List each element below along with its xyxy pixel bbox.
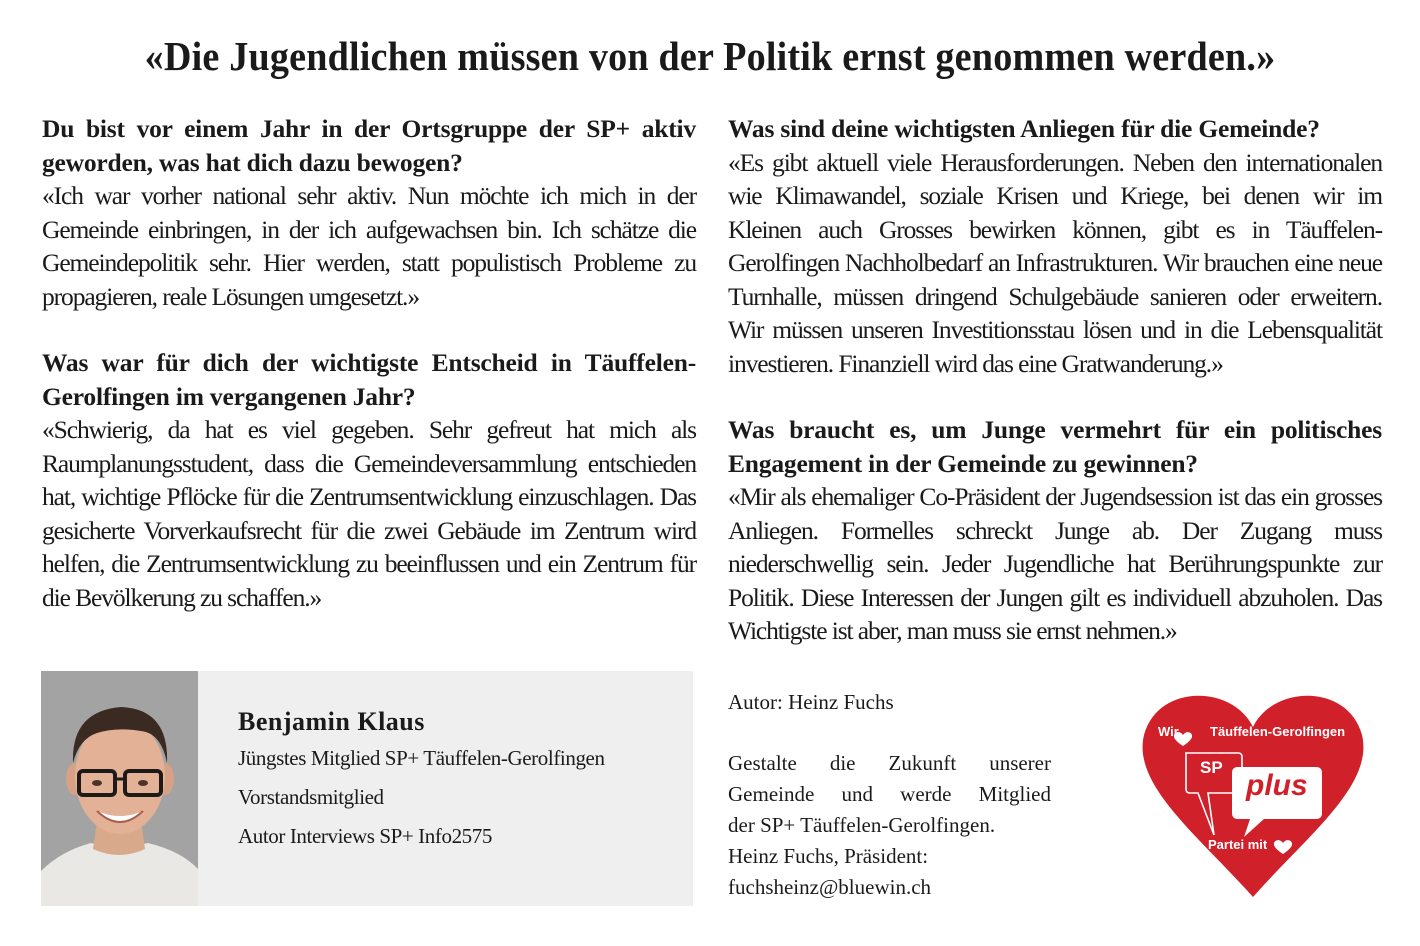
right-column: [728, 112, 1382, 648]
profile-name: Benjamin Klaus: [238, 707, 425, 736]
interview-question: Du bist vor einem Jahr in der Ortsgruppe der SP+ aktiv geworden, was hat dich dazu bewogen?: [42, 114, 696, 177]
interview-question: Was sind deine wichtigsten Anliegen für die Gemeinde?: [728, 114, 1320, 143]
contact-email[interactable]: fuchsheinz@bluewin.ch: [728, 875, 932, 899]
interview-answer: «Ich war vorher national sehr aktiv. Nun möchte ich mich in der Gemeinde einbringen, in der ich aufgewachsen bin. Ich schätze die Gemeindepolitik sehr. Hier werden, statt populistisch Probleme zu propagieren, reale Lösungen umgesetzt.»: [42, 181, 696, 311]
profile-photo: [41, 671, 198, 906]
logo-text-plus: plus: [1246, 769, 1308, 802]
interview-block: [42, 112, 696, 313]
interview-question: Was braucht es, um Junge vermehrt für ein politisches Engagement in der Gemeinde zu gewinnen?: [728, 415, 1382, 478]
interview-answer: «Schwierig, da hat es viel gegeben. Sehr gefreut hat mich als Raumplanungsstudent, dass die Gemeindeversammlung entschieden hat, wichtige Pflöcke für die Zentrumsentwicklung einzuschlagen. Das gesicherte Vorverkaufsrecht für die zwei Gebäude im Zentrum wird helfen, die Zentrumsentwicklung zu beeinflussen und ein Zentrum für die Bevölkerung zu schaffen.»: [42, 415, 696, 612]
left-column: [42, 112, 696, 614]
profile-text: [238, 705, 605, 856]
cta-line: Heinz Fuchs, Präsident:: [728, 844, 929, 868]
person-portrait-icon: [41, 671, 198, 906]
cta-line: der SP+ Täuffelen-Gerolfingen.: [728, 813, 996, 837]
logo-text-sp: SP: [1200, 758, 1223, 777]
profile-role: Jüngstes Mitglied SP+ Täuffelen-Gerolfingen: [238, 746, 605, 770]
logo-text-town: Täuffelen-Gerolfingen: [1210, 724, 1346, 739]
logo-text-wir: Wir: [1158, 724, 1179, 739]
profile-role: Autor Interviews SP+ Info2575: [238, 824, 492, 848]
profile-card: [41, 671, 693, 906]
interview-question: Was war für dich der wichtigste Entscheid in Täuffelen-Gerolfingen im vergangenen Jahr?: [42, 348, 696, 411]
author-credit: Autor: Heinz Fuchs: [728, 690, 894, 714]
sp-plus-logo: [1138, 685, 1368, 900]
logo-text-partei: Partei mit: [1208, 837, 1268, 852]
headline: «Die Jugendlichen müssen von der Politik ernst genommen werden.»: [144, 33, 1276, 79]
interview-answer: «Es gibt aktuell viele Herausforderungen. Neben den internationalen wie Klimawandel, soziale Krisen und Kriege, bei denen wir im Kleinen auch Grosses bewirken können, gibt es in Täuffelen-Gerolfingen Nachholbedarf an Infrastrukturen. Wir brauchen eine neue Turnhalle, müssen dringend Schulgebäude sanieren oder erweitern. Wir müssen unseren Investitionsstau lösen und in die Lebensqualität investieren. Finanziell wird das eine Gratwanderung.»: [728, 147, 1382, 378]
interview-answer: «Mir als ehemaliger Co-Präsident der Jugendsession ist das ein grosses Anliegen. Formelles schreckt Junge ab. Der Zugang muss niederschwellig sein. Jeder Jugendliche hat Berührungspunkte zur Politik. Diese Interessen der Jungen gilt es individuell abzuholen. Das Wichtigste ist aber, man muss sie ernst nehmen.»: [728, 482, 1382, 645]
membership-call-to-action: [728, 748, 1051, 903]
profile-role: Vorstandsmitglied: [238, 785, 384, 809]
cta-line: Gestalte die Zukunft unserer: [728, 751, 1051, 775]
cta-line: Gemeinde und werde Mitglied: [728, 782, 1051, 806]
interview-block: [42, 346, 696, 614]
interview-block: [728, 112, 1382, 380]
interview-block: [728, 413, 1382, 648]
